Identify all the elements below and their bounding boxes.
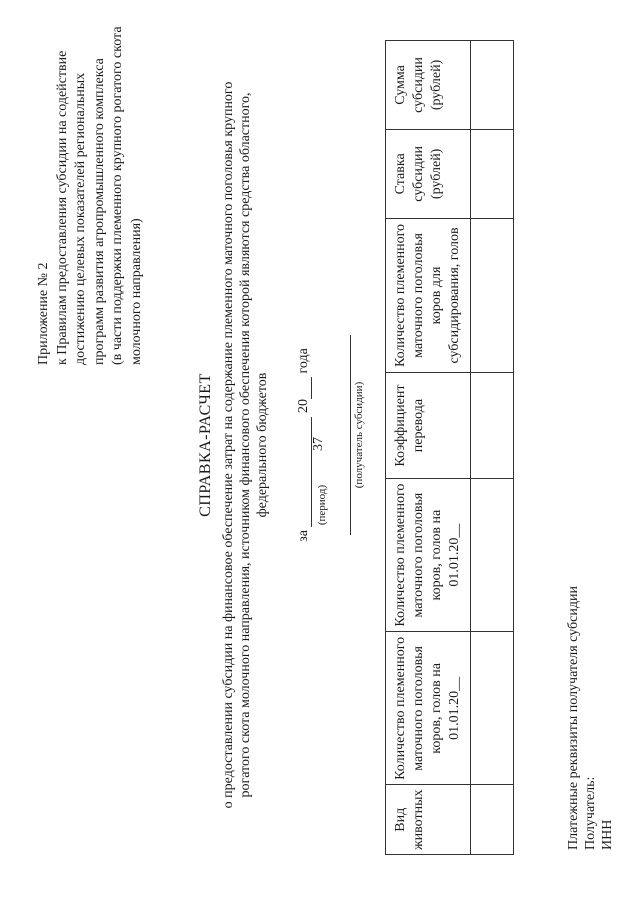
recipient-caption: (получатель субсидии) (353, 381, 365, 489)
footer-line: ИНН (600, 819, 615, 850)
period-blank[interactable] (297, 417, 312, 527)
payment-details (565, 586, 616, 850)
header-cell: Коэффициент перевода (386, 373, 471, 479)
appendix-line: к Правилам предоставления субсидии на содействие (54, 50, 70, 365)
appendix-line: Приложение № 2 (36, 262, 51, 365)
subtitle-line: федерального бюджетов (255, 372, 270, 518)
subsidy-table (385, 40, 514, 855)
footer-line: Платежные реквизиты получателя субсидии (566, 586, 581, 850)
document-title: СПРАВКА-РАСЧЕТ (197, 373, 214, 517)
header-cell: Количество племенного маточного поголовья коров для субсидирования, голов (386, 218, 471, 372)
recipient-line[interactable] (350, 335, 351, 535)
page-number: 37 (311, 437, 326, 451)
period-line (296, 5, 312, 885)
table-cell[interactable] (471, 632, 514, 785)
header-cell: Вид животных (386, 785, 471, 855)
period-suffix: года (296, 348, 311, 374)
period-year-prefix: 20 (296, 399, 311, 414)
header-cell: Количество племенного маточного поголовья коров, голов на 01.01.20__ (386, 632, 471, 785)
table-cell[interactable] (471, 129, 514, 218)
header-cell: Ставка субсидии (рублей) (386, 129, 471, 218)
period-prefix: за (296, 530, 311, 542)
table-cell[interactable] (471, 478, 514, 631)
appendix-line: молочного направления) (128, 218, 144, 365)
header-cell: Количество племенного маточного поголовья коров, голов на 01.01.20__ (386, 478, 471, 631)
appendix-line: программ развития агропромышленного комплекса (91, 58, 107, 365)
appendix-line: (в части поддержки племенного крупного рогатого скота (110, 26, 125, 365)
table-cell[interactable] (471, 785, 514, 855)
appendix-block (35, 25, 146, 365)
table-cell[interactable] (471, 218, 514, 372)
period-caption: (период) (316, 484, 328, 526)
document-subtitle (220, 15, 271, 875)
table-row (471, 41, 514, 855)
subtitle-line: о предоставлении субсидии на финансовое обеспечение затрат на содержание племенного маточного поголовья крупного (221, 81, 236, 809)
subtitle-line: рогатого скота молочного направления, источником финансового обеспечения которой являются средства областного, (238, 92, 253, 798)
footer-line: Получатель: (583, 776, 598, 850)
document-canvas (20, 5, 620, 885)
header-cell: Сумма субсидии (рублей) (386, 41, 471, 130)
appendix-line: достижению целевых показателей региональных (73, 72, 88, 365)
period-year-blank[interactable] (297, 377, 312, 399)
table-cell[interactable] (471, 41, 514, 130)
table-header-row (386, 41, 471, 855)
table-cell[interactable] (471, 373, 514, 479)
